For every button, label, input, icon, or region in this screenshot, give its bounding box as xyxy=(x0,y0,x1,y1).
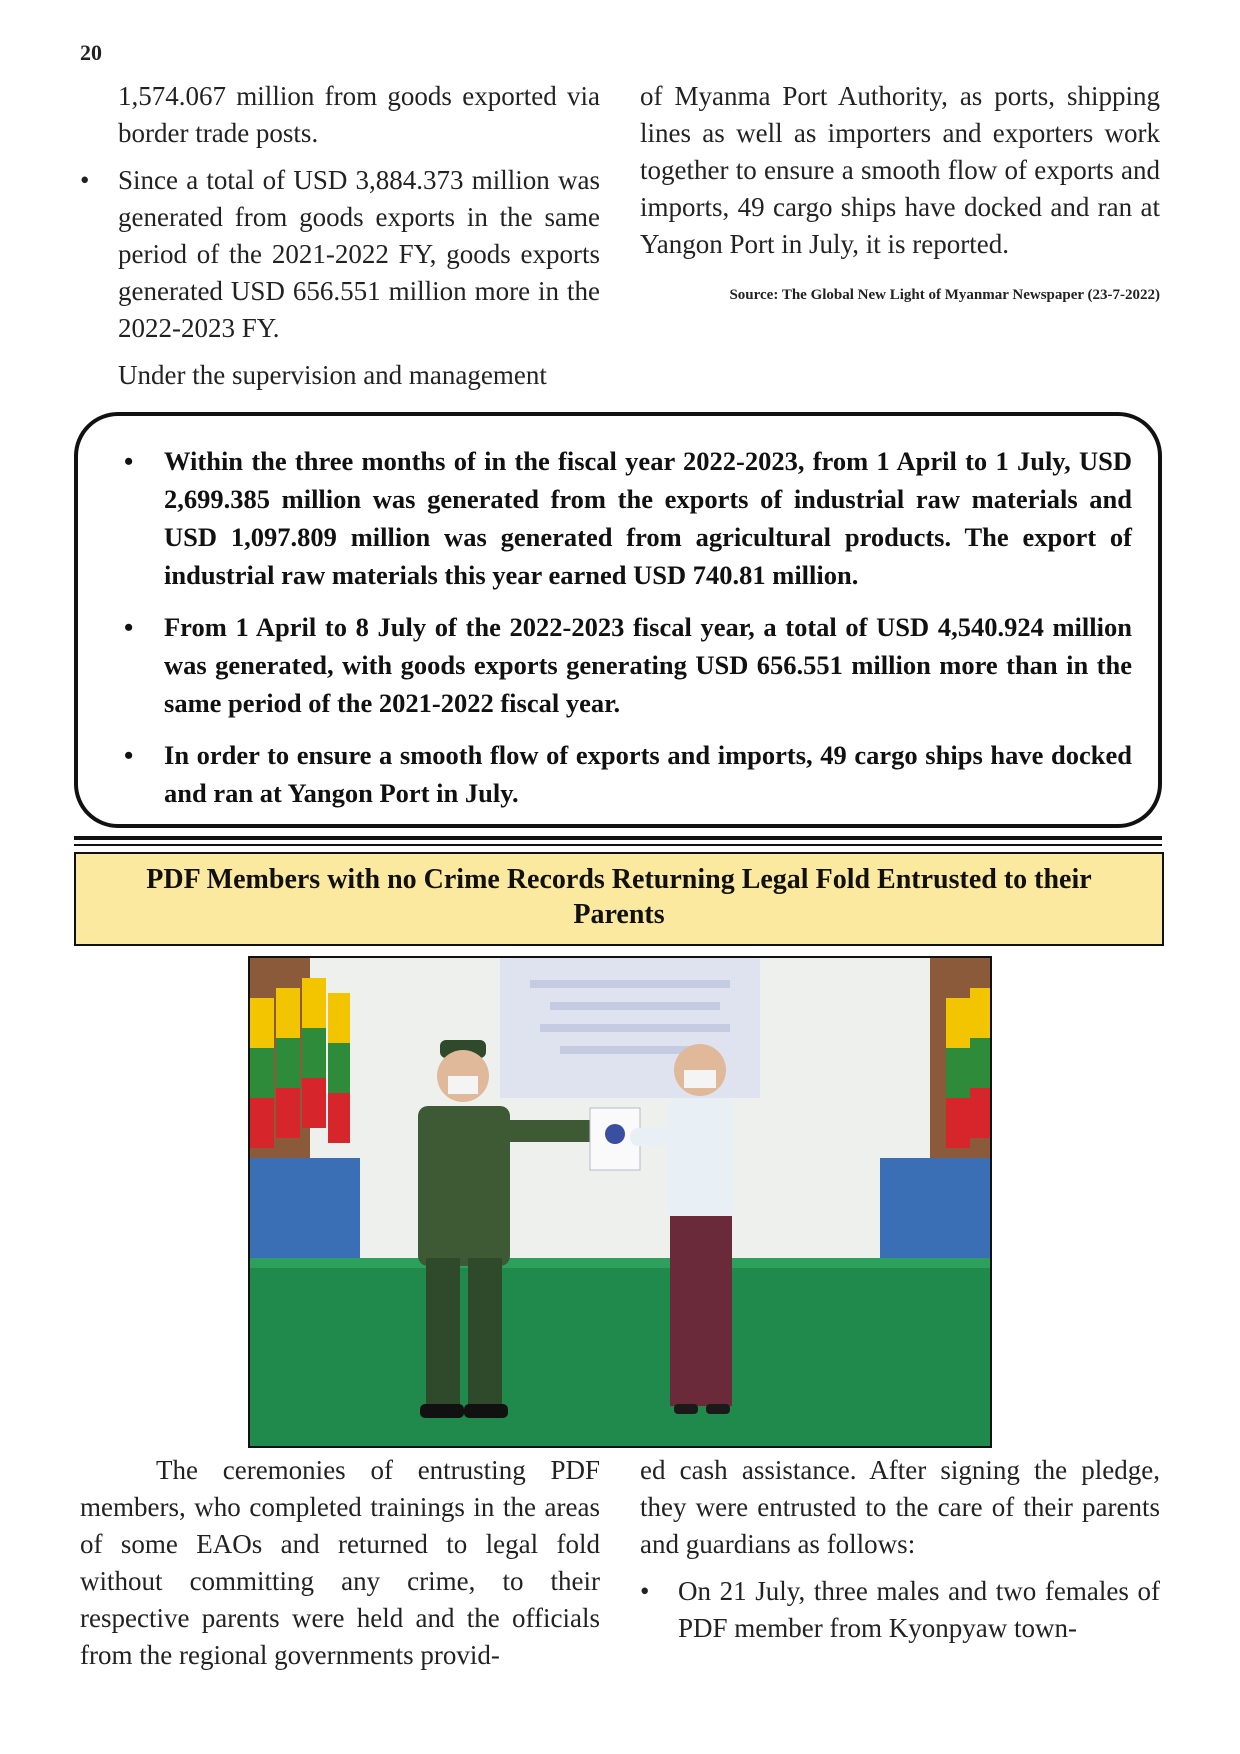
longyi xyxy=(670,1216,732,1406)
headline-line: Parents xyxy=(573,899,665,930)
article-headline xyxy=(74,852,1164,946)
top-right-column xyxy=(640,78,1160,305)
summary-box xyxy=(74,412,1162,828)
ceremony-illustration xyxy=(250,958,990,1446)
top-left-column xyxy=(80,78,600,394)
summary-item xyxy=(104,442,1132,594)
list-item xyxy=(80,162,600,347)
bullet-icon: • xyxy=(124,446,134,476)
headline-line: PDF Members with no Crime Records Returning Legal Fold Entrusted to their xyxy=(146,864,1092,895)
source-citation: Source: The Global New Light of Myanmar Newspaper (23-7-2022) xyxy=(729,287,1160,303)
bullet-icon: • xyxy=(124,612,134,642)
bullet-icon: • xyxy=(124,740,134,770)
ceremony-photo xyxy=(248,956,992,1448)
bottom-right-column xyxy=(640,1452,1160,1647)
paragraph-text: of Myanma Port Authority, as ports, shipping lines as well as importers and exporters work together to ensure a smooth flow of exports and imports, 49 cargo ships have docked and ran at Yangon Port in July, it is reported. xyxy=(640,81,1160,259)
paragraph-text: Under the supervision and management xyxy=(118,360,547,390)
list-item-text: Since a total of USD 3,884.373 million was generated from goods exports in the same period of the 2021-2022 FY, goods exports generated USD 656.551 million more in the 2022-2023 FY. xyxy=(118,165,600,343)
divider-line xyxy=(74,836,1162,840)
summary-item xyxy=(104,608,1132,722)
bottom-left-column xyxy=(80,1452,600,1674)
summary-item-text: In order to ensure a smooth flow of exports and imports, 49 cargo ships have docked and ran at Yangon Port in July. xyxy=(164,740,1132,808)
list-item xyxy=(640,1573,1160,1647)
bullet-icon: • xyxy=(640,1576,650,1606)
paragraph-text: ed cash assistance. After signing the pledge, they were entrusted to the care of their parents and guardians as follows: xyxy=(640,1455,1160,1559)
bullet-icon: • xyxy=(80,165,90,195)
continuation-text: 1,574.067 million from goods exported via border trade posts. xyxy=(118,81,600,148)
list-item-text: On 21 July, three males and two females of PDF member from Kyonpyaw town- xyxy=(678,1576,1160,1643)
summary-item-text: Within the three months of in the fiscal year 2022-2023, from 1 April to 1 July, USD 2,699.385 million was generated from the exports of industrial raw materials and USD 1,097.809 million was generated from agricultural products. The export of industrial raw materials this year earned USD 740.81 million. xyxy=(164,446,1132,590)
summary-item xyxy=(104,736,1132,812)
summary-item-text: From 1 April to 8 July of the 2022-2023 fiscal year, a total of USD 4,540.924 million was generated, with goods exports generating USD 656.551 million more than in the same period of the 2021-2022 fiscal year. xyxy=(164,612,1132,718)
flags-left xyxy=(250,978,350,1148)
divider-line xyxy=(74,844,1162,846)
page-number: 20 xyxy=(80,40,102,65)
paragraph-text: The ceremonies of entrusting PDF members, who completed trainings in the areas of some EAOs and returned to legal fold without committing any crime, to their respective parents were held and the officials from the regional governments provid- xyxy=(80,1455,600,1670)
stage-floor xyxy=(250,1258,990,1446)
flags-right xyxy=(946,988,990,1148)
